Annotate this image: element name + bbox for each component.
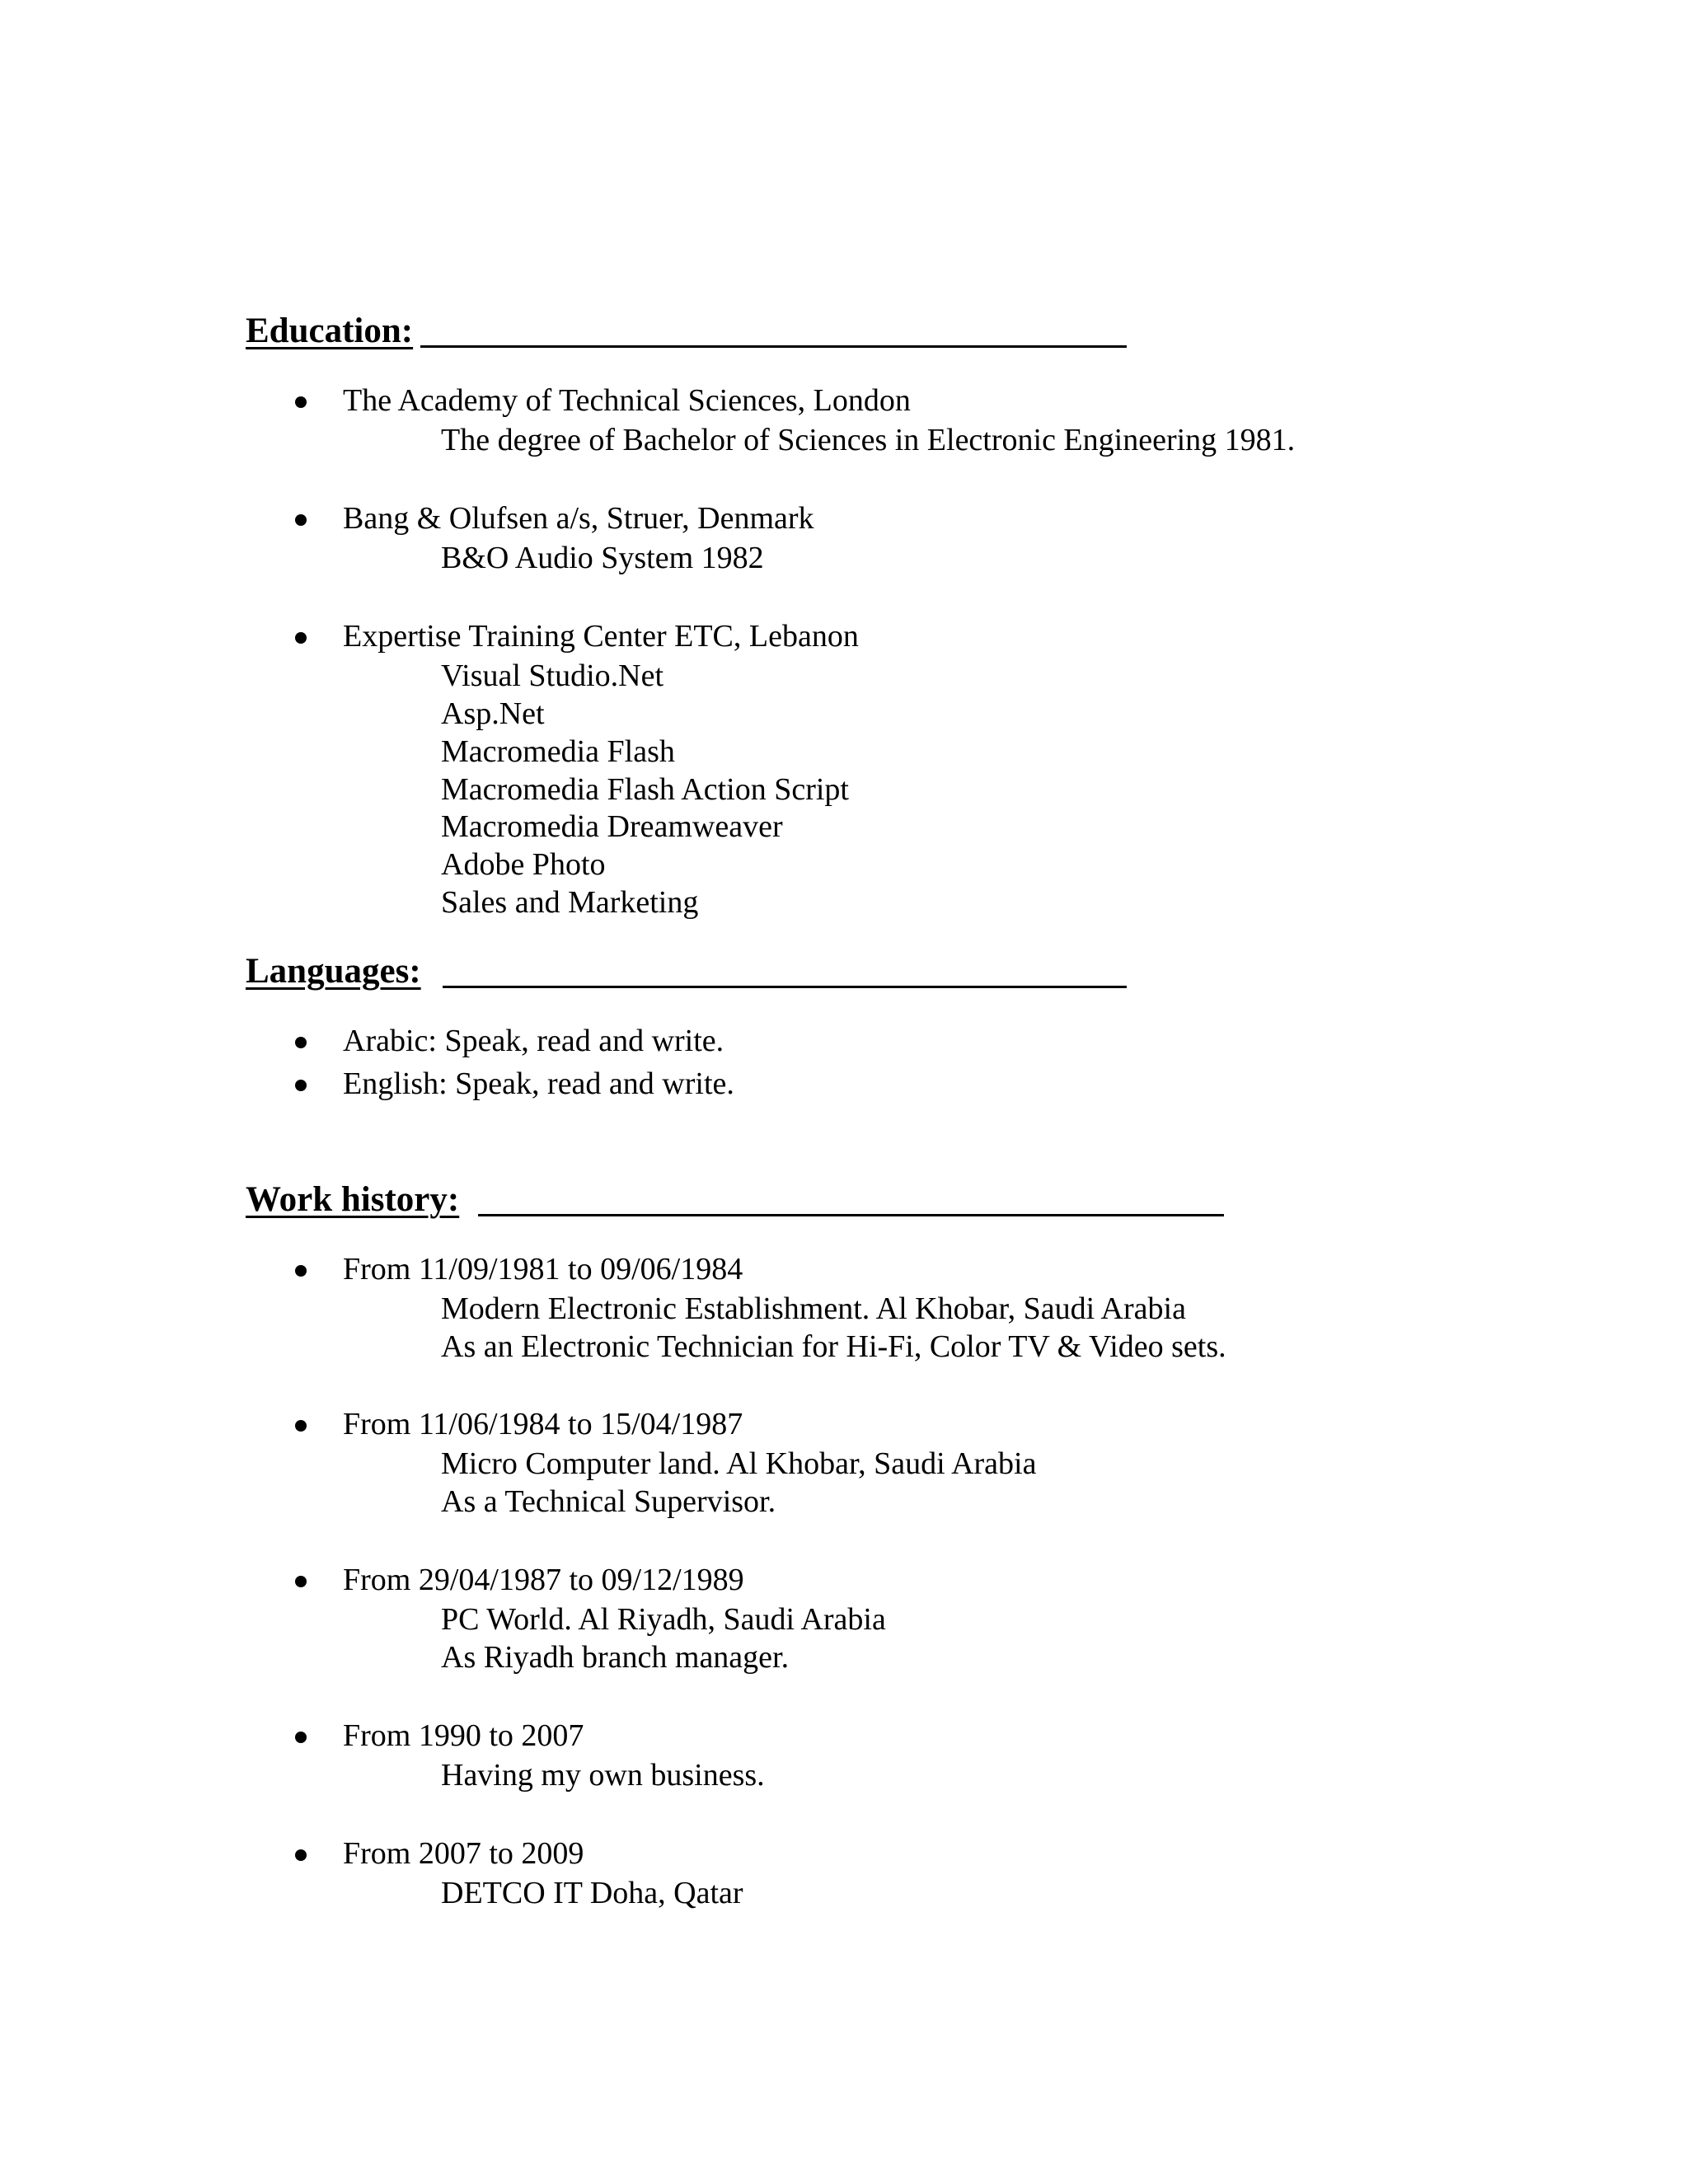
work-period: From 11/06/1984 to 15/04/1987 [343,1407,743,1441]
work-employer: DETCO IT Doha, Qatar [441,1876,743,1910]
work-period: From 1990 to 2007 [343,1718,584,1753]
bullet-icon [295,1037,307,1048]
education-course: Visual Studio.Net [441,658,664,693]
education-entry-title: The Academy of Technical Sciences, London [343,383,911,418]
bullet-icon [295,514,307,526]
education-course: Sales and Marketing [441,885,699,920]
languages-heading [246,952,421,991]
work-period: From 11/09/1981 to 09/06/1984 [343,1252,743,1286]
education-course: Macromedia Flash [441,734,675,769]
work-employer: Modern Electronic Establishment. Al Khobar, Saudi Arabia [441,1291,1186,1326]
bullet-icon [295,1420,307,1432]
bullet-icon [295,632,307,644]
work-role: As Riyadh branch manager. [441,1640,790,1675]
education-entry-title: Bang & Olufsen a/s, Struer, Denmark [343,501,814,536]
education-heading [246,312,413,351]
work-history-heading [246,1180,459,1220]
work-role: As a Technical Supervisor. [441,1484,776,1519]
work-role: As an Electronic Technician for Hi-Fi, Color TV & Video sets. [441,1329,1226,1364]
bullet-icon [295,1265,307,1277]
education-entry-detail: B&O Audio System 1982 [441,541,764,575]
work-period: From 2007 to 2009 [343,1836,584,1871]
bullet-icon [295,1732,307,1743]
work-history-heading-text: Work history: [246,1180,460,1219]
work-description: Having my own business. [441,1758,765,1793]
education-entry-detail: The degree of Bachelor of Sciences in Electronic Engineering 1981. [441,423,1296,457]
education-entry-title: Expertise Training Center ETC, Lebanon [343,619,859,654]
education-course: Asp.Net [441,696,545,731]
bullet-icon [295,396,307,408]
bullet-icon [295,1576,307,1587]
work-history-heading-rule [478,1214,1224,1216]
education-course: Macromedia Dreamweaver [441,809,783,844]
language-text: Arabic: Speak, read and write. [343,1024,724,1058]
education-course: Macromedia Flash Action Script [441,772,849,807]
language-text: English: Speak, read and write. [343,1066,734,1101]
education-course: Adobe Photo [441,847,606,882]
bullet-icon [295,1849,307,1861]
bullet-icon [295,1080,307,1091]
education-heading-text: Education: [246,312,414,350]
work-period: From 29/04/1987 to 09/12/1989 [343,1563,744,1597]
education-heading-rule [420,345,1127,348]
languages-heading-rule [443,986,1127,988]
languages-heading-text: Languages: [246,952,421,991]
work-employer: Micro Computer land. Al Khobar, Saudi Arabia [441,1446,1037,1481]
work-employer: PC World. Al Riyadh, Saudi Arabia [441,1602,886,1637]
